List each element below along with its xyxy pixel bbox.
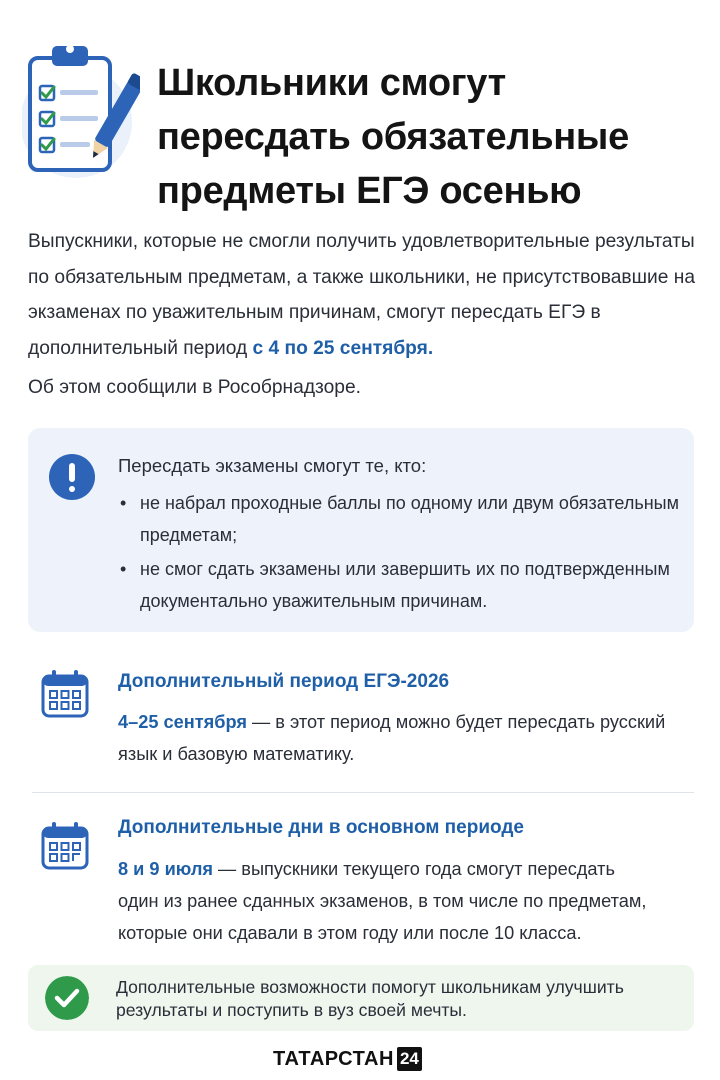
logo-number: 24 — [397, 1047, 422, 1071]
section-divider — [32, 792, 694, 793]
list-item: • не смог сдать экзамены или завершить их по подтвержденным документально уважительным причинам. — [118, 553, 688, 617]
brand-logo — [273, 1045, 422, 1073]
intro-date-highlight: с 4 по 25 сентября. — [252, 337, 434, 359]
section-body-main-period — [118, 853, 658, 949]
source-note: Об этом сообщили в Рособрнадзоре. — [28, 377, 361, 398]
section-date-highlight: 4–25 сентября — [118, 712, 247, 732]
intro-paragraph — [28, 224, 708, 366]
info-heading: Пересдать экзамены смогут те, кто: — [118, 455, 427, 476]
exclamation-icon — [49, 454, 95, 500]
logo-text: ТАТАРСТАН — [273, 1047, 394, 1070]
section-title-additional-period: Дополнительный период ЕГЭ-2026 — [118, 671, 450, 692]
list-item: • не набрал проходные баллы по одному или двум обязательным предметам; — [118, 487, 688, 551]
checkmark-icon — [45, 976, 89, 1020]
section-body-additional-period — [118, 706, 678, 770]
conclusion-text: Дополнительные возможности помогут школьникам улучшить результаты и поступить в вуз своей мечты. — [116, 977, 624, 1020]
section-date-highlight: 8 и 9 июля — [118, 859, 213, 879]
section-text: — выпускники текущего года смогут пересдать один из ранее сданных экзаменов, в том числе по предметам, которые они сдавали в этом году или после 10 класса. — [118, 859, 647, 943]
section-text: — в этот период можно будет пересдать русский язык и базовую математику. — [118, 712, 666, 764]
section-title-main-period: Дополнительные дни в основном периоде — [118, 817, 524, 838]
calendar-icon — [40, 820, 90, 872]
calendar-icon — [40, 668, 90, 720]
page-title: Школьники смогут пересдать обязательные предметы ЕГЭ осенью — [157, 62, 629, 212]
eligibility-list — [118, 487, 688, 619]
intro-text: Выпускники, которые не смогли получить удовлетворительные результаты по обязательным предметам, а также школьники, не присутствовавшие на экзаменах по уважительным причинам, смогут пересдать ЕГЭ в дополнительный период — [28, 231, 696, 359]
clipboard-checklist-icon — [22, 38, 140, 183]
